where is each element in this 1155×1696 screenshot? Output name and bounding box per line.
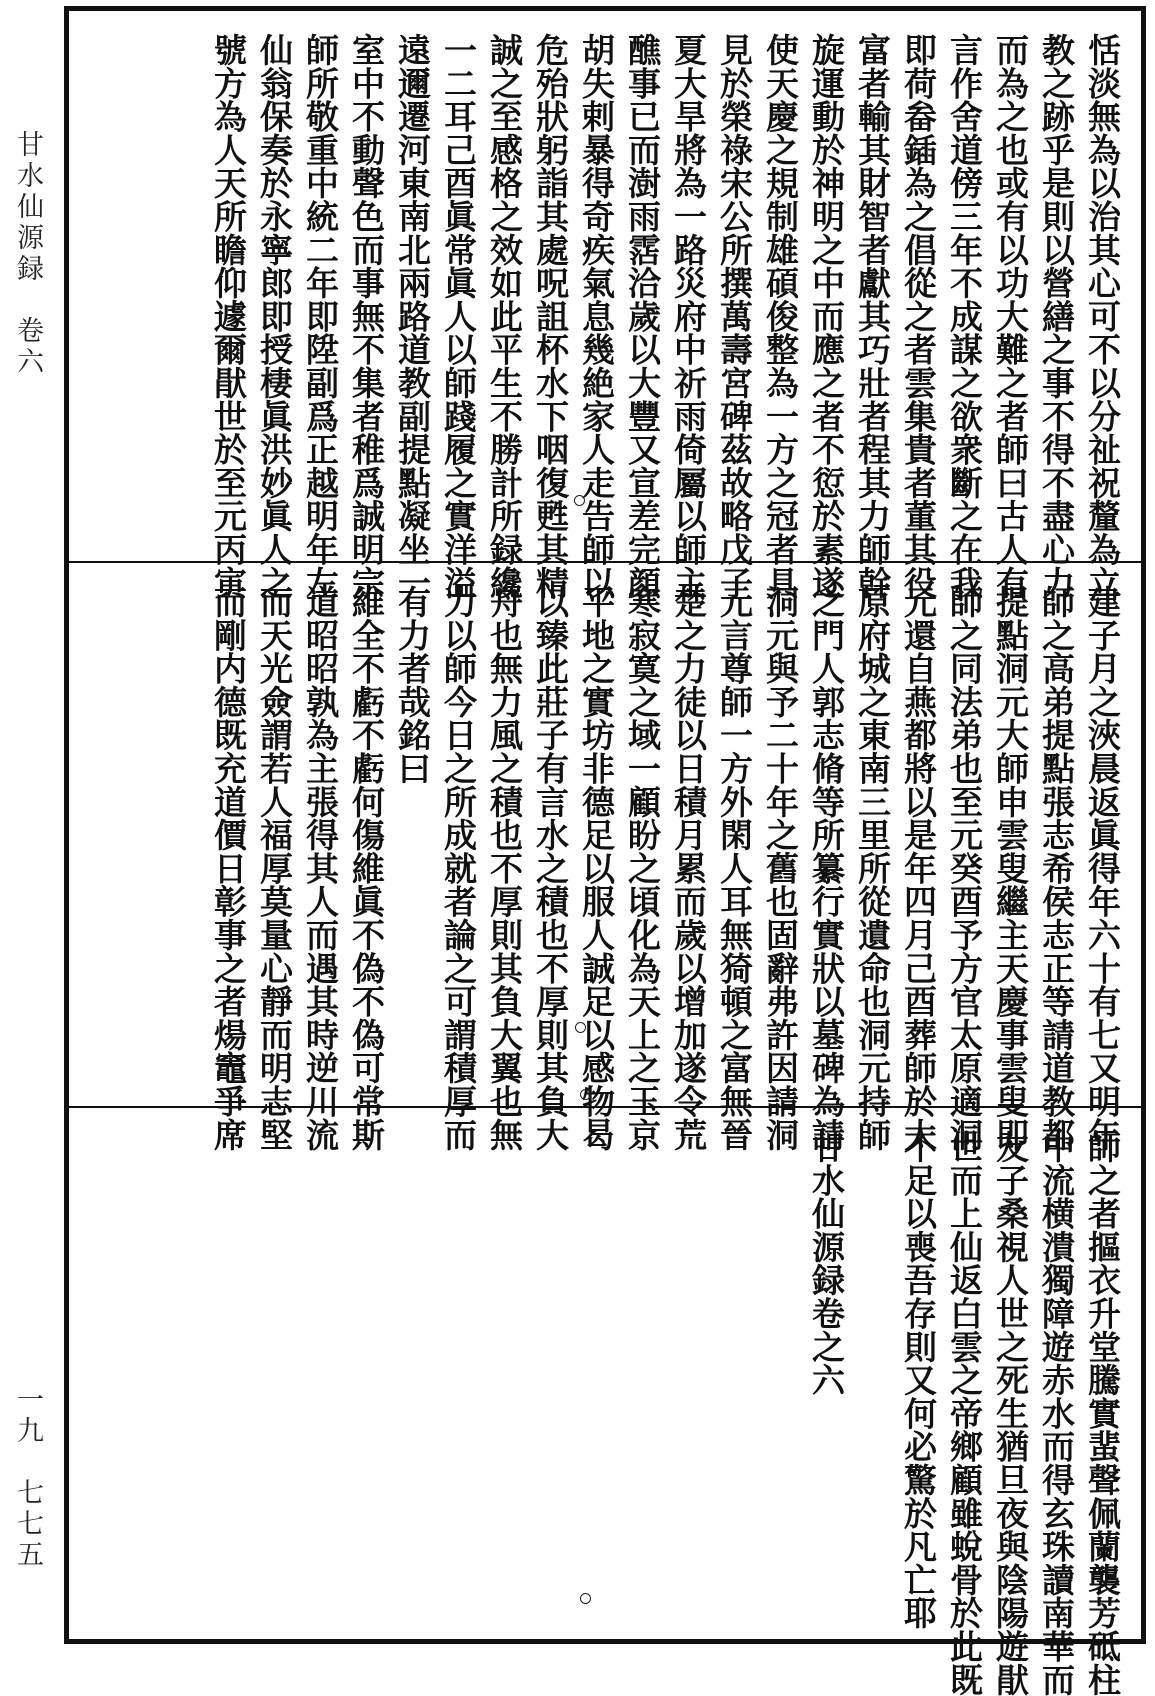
text-column: 而為之也或有以功大難之者師曰古人有 [991, 33, 1030, 600]
text-column: 有力者哉銘曰 [393, 585, 432, 785]
text-column: 言作舍道傍三年不成謀之欲衆斷之在我 [945, 33, 984, 600]
register-middle [69, 563, 1141, 1152]
register-top [69, 11, 1141, 600]
text-column: 號方為人天所瞻仰遽爾猒世於至元丙寅 [209, 33, 248, 600]
punctuation-circle-mark [580, 1089, 591, 1100]
text-column: 醮事已而澍雨霑洽歲以大豐又宣差完顔 [623, 33, 662, 600]
margin-book-title: 甘水仙源録 卷六 [12, 130, 43, 378]
text-column: 教之跡乎是則以營繕之事不得不盡心力 [1037, 33, 1076, 600]
punctuation-circle-mark [575, 1022, 586, 1033]
text-column: 之門人郭志脩等所纂行實狀以墓碑為請 [807, 585, 846, 1152]
text-column: 師之者摳衣升堂騰實蜚聲佩蘭襲芳砥柱 [1083, 1130, 1122, 1696]
text-column: 見於榮祿宋公所撰萬壽宮碑茲故略戊子 [715, 33, 754, 600]
text-column: 以臻此莊子有言水之積也不厚則其負大 [531, 585, 570, 1152]
text-column: 元還自燕都將以是年四月己酉葬師於太 [899, 585, 938, 1152]
text-column: 即荷畚鍤為之倡從之者雲集貴者董其役 [899, 33, 938, 600]
text-column: 建子月之浹晨返眞得年六十有七又明年 [1083, 585, 1122, 1152]
text-column: 遠邇遷河東南北兩路道教副提點凝坐一 [393, 33, 432, 600]
register-bottom [69, 1108, 1141, 1696]
text-column: 恬淡無為以治其心可不以分祉祝釐為立 [1083, 33, 1122, 600]
text-column: 胡失剌暴得奇疾氣息幾絶家人走告師以 [577, 33, 616, 600]
text-column: 誠之至感格之效如此平生不勝計所録纔 [485, 33, 524, 600]
text-column: 力以師今日之所成就者論之可謂積厚而 [439, 585, 478, 1152]
text-column: 平地之實坊非德足以服人誠足以感物曷 [577, 585, 616, 1152]
text-column: 旋運動於神明之中而應之者不愆於素遂 [807, 33, 846, 600]
punctuation-circle-mark [580, 1593, 591, 1604]
chapter-end-title: 甘水仙源録卷之六 [807, 1130, 846, 1397]
text-column: 一二耳己酉眞常眞人以師踐履之實洋溢 [439, 33, 478, 600]
text-column: 不足以喪吾存則又何必驚於凡亡耶 [899, 1130, 938, 1630]
text-column: 寒寂寞之域一顧盼之頃化為天上之玉京 [623, 585, 662, 1152]
text-column: 危殆狀躬詣其處呪詛杯水下咽復甦其精 [531, 33, 570, 600]
text-column: 洞元與予二十年之舊也固辭弗許因請洞 [761, 585, 800, 1152]
text-column: 而剛内德既充道價日彰事之者煬竈爭席 [209, 585, 248, 1152]
margin-page-number: 一九 七七五 [12, 1385, 43, 1571]
text-column: 楚之力徒以日積月累而歲以增加遂令荒 [669, 585, 708, 1152]
text-column: 師所敬重中統二年即陞副爲正越明年左 [301, 33, 340, 600]
text-column: 提點洞元大師申雲叟繼主天慶事雲叟即 [991, 585, 1030, 1152]
text-column: 使天慶之規制雄碩俊整為一方之冠者具 [761, 33, 800, 600]
text-column: 師之同法弟也至元癸酉予方官太原適洞 [945, 585, 984, 1152]
text-column: 元言尊師一方外閑人耳無猗頓之富無晉 [715, 585, 754, 1152]
text-column: 原府城之東南三里所從遺命也洞元持師 [853, 585, 892, 1152]
text-column: 友子桑視人世之死生猶旦夜與陰陽遊猒 [991, 1130, 1030, 1696]
text-column: 師之高弟提點張志希侯志正等請道教都 [1037, 585, 1076, 1152]
text-column: 而天光僉謂若人福厚莫量心靜而明志堅 [255, 585, 294, 1152]
page-frame [64, 6, 1146, 1696]
text-column: 維全不虧不虧何傷維眞不偽不偽可常斯 [347, 585, 386, 1152]
punctuation-circle-mark [574, 495, 585, 506]
text-column: 室中不動聲色而事無不集者稚爲誠明宗 [347, 33, 386, 600]
text-column: 夏大旱將為一路災府中祈雨倚屬以師主 [669, 33, 708, 600]
text-column: 仙翁保奏於永寧郎即授棲眞洪妙眞人之 [255, 33, 294, 600]
text-column: 中流横潰獨障遊赤水而得玄珠讀南華而 [1037, 1130, 1076, 1696]
text-column: 富者輸其財智者獻其巧壯者程其力師幹 [853, 33, 892, 600]
text-column: 舟也無力風之積也不厚則其負大翼也無 [485, 585, 524, 1152]
text-column: 世而上仙返白雲之帝鄉顧雖蛻骨於此既 [945, 1130, 984, 1696]
text-column: 道昭昭孰為主張得其人而遇其時逆川流 [301, 585, 340, 1152]
